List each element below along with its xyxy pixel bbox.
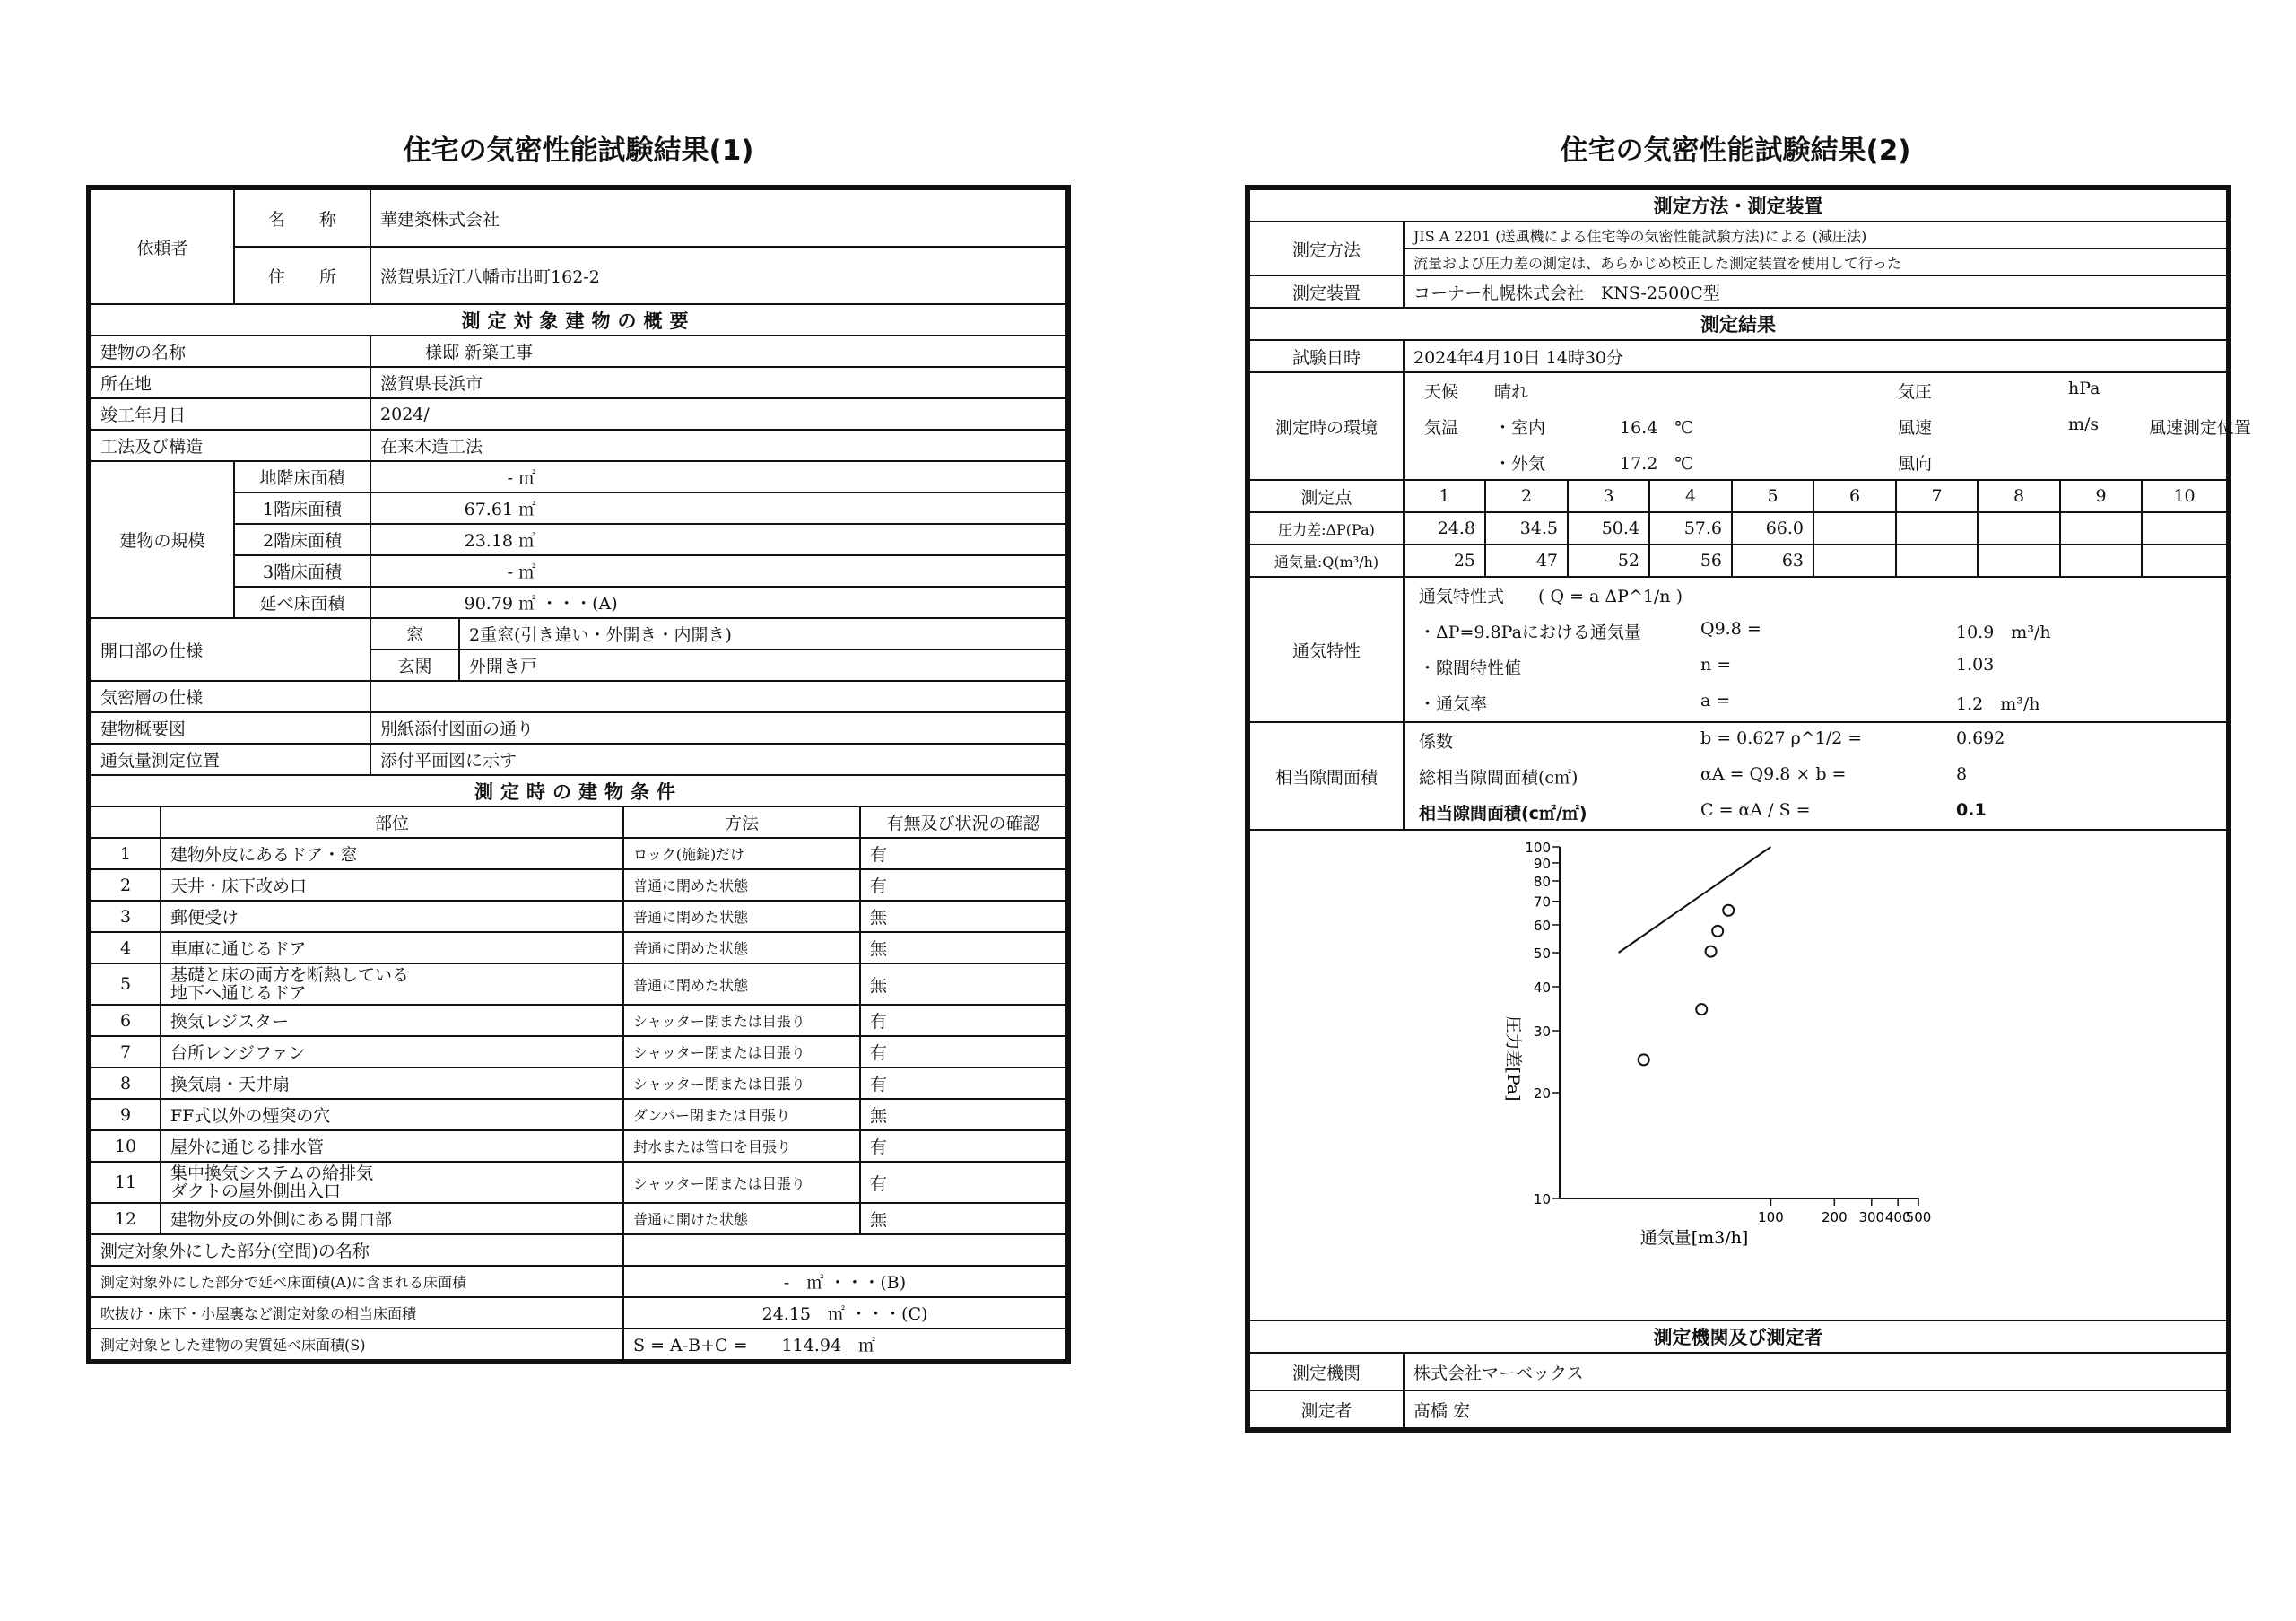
y-tick-label: 100: [1525, 840, 1551, 856]
condition-check: 無: [860, 901, 1066, 932]
outline-drawing-label: 建物概要図: [91, 712, 370, 744]
client-name-label: 名 称: [234, 189, 370, 247]
condition-part: 台所レンジファン: [161, 1036, 623, 1068]
client-label: 依頼者: [91, 189, 234, 304]
pressure-flow-chart: [1250, 831, 2224, 1320]
measure-point: 8: [1978, 480, 2060, 512]
condition-row: [91, 869, 1066, 901]
location-label: 所在地: [91, 367, 370, 398]
gap-row-symbol: αA = Q9.8 × b =: [1700, 764, 1847, 784]
condition-no: 4: [91, 932, 161, 963]
condition-no: 7: [91, 1036, 161, 1068]
dp-label: 圧力差:ΔP(Pa): [1249, 512, 1404, 545]
condition-check: 無: [860, 963, 1066, 1005]
floor-area-unit: ㎡: [518, 531, 536, 551]
method-header: 測定方法・測定装置: [1249, 189, 2227, 222]
weather-label: 天候: [1424, 382, 1459, 402]
date-value: 2024年4月10日 14時30分: [1404, 340, 2227, 372]
airtight-layer: [370, 681, 1066, 712]
condition-method: 普通に閉めた状態: [623, 901, 860, 932]
condition-row: [91, 963, 1066, 1005]
dp-value: [1896, 512, 1978, 545]
dp-value: [2142, 512, 2227, 545]
vent-row-value: 1.03: [1956, 655, 1995, 675]
outdoor-label: ・外気: [1494, 454, 1546, 474]
condition-no: 5: [91, 963, 161, 1005]
measure-point: 4: [1649, 480, 1732, 512]
vent-row-label: ・ΔP=9.8Paにおける通気量: [1419, 623, 1641, 642]
condition-check: 無: [860, 1203, 1066, 1234]
condition-row: [91, 901, 1066, 932]
col-method: 方法: [623, 806, 860, 838]
condition-method: ダンパー閉または目張り: [623, 1099, 860, 1130]
method-line1: JIS A 2201 (送風機による住宅等の気密性能試験方法)による (減圧法): [1404, 222, 2227, 248]
vent-row-value: 10.9 m³/h: [1956, 623, 2051, 642]
condition-check: 有: [860, 869, 1066, 901]
gap-label: 相当隙間面積: [1249, 722, 1404, 830]
condition-part: FF式以外の煙突の穴: [161, 1099, 623, 1130]
condition-row: [91, 1203, 1066, 1234]
condition-part: 建物外皮にあるドア・窓: [161, 838, 623, 869]
door-label: 玄関: [370, 649, 459, 681]
condition-check: 有: [860, 1068, 1066, 1099]
floor-area-label: 2階床面積: [234, 524, 370, 555]
q-value: 52: [1568, 545, 1649, 577]
condition-check: 無: [860, 1099, 1066, 1130]
y-tick-label: 70: [1533, 893, 1551, 911]
floor-area-unit: ㎡: [518, 500, 536, 519]
opening-label: 開口部の仕様: [91, 618, 370, 681]
condition-row: [91, 838, 1066, 869]
x-tick-label: 200: [1821, 1209, 1848, 1225]
vent-row-label: ・隙間特性値: [1419, 658, 1522, 678]
floor-area-label: 3階床面積: [234, 555, 370, 587]
points-label: 測定点: [1249, 480, 1404, 512]
conditions-header: 測定時の建物条件: [91, 775, 1066, 806]
condition-no: 12: [91, 1203, 161, 1234]
gap-row-label: 総相当隙間面積(c㎡): [1419, 768, 1578, 788]
y-tick-label: 20: [1533, 1085, 1551, 1102]
condition-no: 8: [91, 1068, 161, 1099]
y-tick-label: 50: [1533, 946, 1551, 963]
condition-check: 無: [860, 932, 1066, 963]
temp-label: 気温: [1424, 418, 1459, 438]
dp-value: 50.4: [1568, 512, 1649, 545]
y-axis-label: 圧力差[Pa]: [1503, 1015, 1523, 1102]
completion-date-label: 竣工年月日: [91, 398, 370, 430]
condition-part: 車庫に通じるドア: [161, 932, 623, 963]
q-value: 63: [1732, 545, 1813, 577]
construction-label: 工法及び構造: [91, 430, 370, 461]
client-address: 滋賀県近江八幡市出町162-2: [370, 247, 1066, 304]
data-point: [1723, 905, 1734, 916]
floor-area-unit: ㎡: [518, 594, 536, 614]
data-point: [1706, 946, 1717, 957]
dp-value: 34.5: [1485, 512, 1568, 545]
floor-area-value: 90.79: [464, 594, 514, 614]
condition-check: 有: [860, 838, 1066, 869]
q-value: [1813, 545, 1896, 577]
org-label: 測定機関: [1249, 1353, 1404, 1390]
y-tick-label: 40: [1533, 979, 1551, 996]
data-point: [1712, 926, 1723, 937]
floor-area-value: 67.61: [464, 500, 514, 519]
condition-row: [91, 1005, 1066, 1036]
col-part: 部位: [161, 806, 623, 838]
fit-line: [1619, 847, 1771, 953]
condition-check: 有: [860, 1036, 1066, 1068]
measure-point: 7: [1896, 480, 1978, 512]
condition-no: 6: [91, 1005, 161, 1036]
gap-row-label: 相当隙間面積(c㎡/㎡): [1419, 804, 1587, 824]
person-value: 髙橋 宏: [1404, 1390, 2227, 1428]
measure-point: 9: [2060, 480, 2142, 512]
x-axis-label: 通気量[m3/h]: [1639, 1228, 1749, 1248]
measure-point: 3: [1568, 480, 1649, 512]
excluded-area-value: - ㎡ ・・・(B): [623, 1266, 1066, 1297]
q-value: 56: [1649, 545, 1732, 577]
gap-row-symbol: b = 0.627 ρ^1/2 =: [1700, 728, 1863, 748]
x-tick-label: 300: [1858, 1209, 1885, 1225]
gap-row-value: 0.692: [1956, 728, 2005, 748]
condition-part: 基礎と床の両方を断熱している 地下へ通じるドア: [161, 963, 623, 1005]
building-scale-label: 建物の規模: [91, 461, 234, 618]
measure-point: 6: [1813, 480, 1896, 512]
col-check: 有無及び状況の確認: [860, 806, 1066, 838]
measure-position: 添付平面図に示す: [370, 744, 1066, 775]
condition-method: 普通に開けた状態: [623, 1203, 860, 1234]
condition-row: [91, 932, 1066, 963]
right-page-title: 住宅の気密性能試験結果(2): [1560, 135, 1911, 167]
vent-row-label: ・通気率: [1419, 694, 1488, 714]
data-point: [1696, 1004, 1707, 1015]
device-label: 測定装置: [1249, 275, 1404, 308]
location: 滋賀県長浜市: [370, 367, 1066, 398]
overview-header: 測定対象建物の概要: [91, 304, 1066, 336]
vent-row-symbol: Q9.8 =: [1700, 619, 1761, 639]
condition-part: 屋外に通じる排水管: [161, 1130, 623, 1162]
condition-method: 普通に閉めた状態: [623, 963, 860, 1005]
wind-direction-label: 風向: [1898, 454, 1933, 474]
wind-label: 風速: [1898, 418, 1933, 438]
method-line2: 流量および圧力差の測定は、あらかじめ校正した測定装置を使用して行った: [1404, 248, 2227, 275]
q-value: 47: [1485, 545, 1568, 577]
condition-method: 普通に閉めた状態: [623, 932, 860, 963]
floor-area-value: -: [507, 562, 514, 582]
door-value: 外開き戸: [459, 649, 1066, 681]
building-name-label: 建物の名称: [91, 336, 370, 367]
gap-row-symbol: C = αA / S =: [1700, 800, 1811, 820]
person-label: 測定者: [1249, 1390, 1404, 1428]
measure-point: 1: [1404, 480, 1485, 512]
x-tick-label: 400: [1884, 1209, 1911, 1225]
q-value: [2142, 545, 2227, 577]
org-header: 測定機関及び測定者: [1249, 1320, 2227, 1353]
indoor-value: 16.4 ℃: [1620, 418, 1694, 438]
org-value: 株式会社マーベックス: [1404, 1353, 2227, 1390]
floor-area-label: 延べ床面積: [234, 587, 370, 618]
condition-method: シャッター閉または目張り: [623, 1036, 860, 1068]
q-label: 通気量:Q(m³/h): [1249, 545, 1404, 577]
measure-point: 10: [2142, 480, 2227, 512]
floor-area-value: -: [507, 468, 514, 488]
actual-area-value: S = A-B+C = 114.94 ㎡: [623, 1329, 1066, 1360]
outdoor-value: 17.2 ℃: [1620, 454, 1694, 474]
wind-position-label: 風速測定位置: [2149, 418, 2252, 438]
condition-part: 建物外皮の外側にある開口部: [161, 1203, 623, 1234]
left-form-table: [90, 188, 1067, 1361]
dp-value: [2060, 512, 2142, 545]
condition-part: 集中換気システムの給排気 ダクトの屋外側出入口: [161, 1162, 623, 1203]
weather-value: 晴れ: [1494, 382, 1529, 402]
vent-formula: 通気特性式 ( Q = a ΔP^1/n ): [1419, 587, 1683, 606]
window-value: 2重窓(引き違い・外開き・内開き): [459, 618, 1066, 649]
outline-drawing: 別紙添付図面の通り: [370, 712, 1066, 744]
y-tick-label: 30: [1533, 1023, 1551, 1040]
condition-check: 有: [860, 1162, 1066, 1203]
dp-value: [1813, 512, 1896, 545]
floor-area-unit: ㎡: [518, 562, 536, 582]
condition-part: 換気レジスター: [161, 1005, 623, 1036]
condition-method: ロック(施錠)だけ: [623, 838, 860, 869]
floor-area-value: 23.18: [464, 531, 514, 551]
dp-value: 66.0: [1732, 512, 1813, 545]
device-value: コーナー札幌株式会社 KNS-2500C型: [1404, 275, 2227, 308]
q-value: [1978, 545, 2060, 577]
airtight-layer-label: 気密層の仕様: [91, 681, 370, 712]
q-value: [2060, 545, 2142, 577]
q-value: 25: [1404, 545, 1485, 577]
x-tick-label: 500: [1905, 1209, 1932, 1225]
y-tick-label: 80: [1533, 873, 1551, 890]
dp-value: 24.8: [1404, 512, 1485, 545]
condition-method: 封水または管口を目張り: [623, 1130, 860, 1162]
gap-row-label: 係数: [1419, 732, 1454, 752]
measure-position-label: 通気量測定位置: [91, 744, 370, 775]
condition-part: 天井・床下改め口: [161, 869, 623, 901]
condition-check: 有: [860, 1005, 1066, 1036]
completion-date: 2024/: [370, 398, 1066, 430]
excluded-name-label: 測定対象外にした部分(空間)の名称: [91, 1234, 623, 1266]
condition-no: 10: [91, 1130, 161, 1162]
condition-method: シャッター閉または目張り: [623, 1005, 860, 1036]
data-point: [1639, 1054, 1649, 1065]
vent-row-symbol: a =: [1700, 691, 1731, 710]
gap-row-value: 8: [1956, 764, 1968, 784]
construction: 在来木造工法: [370, 430, 1066, 461]
chart-cell: [1249, 830, 2227, 1320]
vent-row-value: 1.2 m³/h: [1956, 694, 2040, 714]
window-label: 窓: [370, 618, 459, 649]
right-form-table: [1248, 188, 2252, 1429]
gap-row-value: 0.1: [1956, 800, 1987, 820]
condition-no: 11: [91, 1162, 161, 1203]
result-header: 測定結果: [1249, 308, 2227, 340]
floor-area-note: ・・・(A): [541, 594, 618, 614]
condition-method: 普通に閉めた状態: [623, 869, 860, 901]
atrium-value: 24.15 ㎡ ・・・(C): [623, 1297, 1066, 1329]
env-label: 測定時の環境: [1249, 372, 1404, 480]
wind-unit: m/s: [2068, 414, 2100, 434]
condition-no: 3: [91, 901, 161, 932]
y-tick-label: 90: [1533, 855, 1551, 872]
condition-part: 郵便受け: [161, 901, 623, 932]
atrium-label: 吹抜け・床下・小屋裏など測定対象の相当床面積: [91, 1297, 623, 1329]
condition-row: [91, 1162, 1066, 1203]
excluded-area-label: 測定対象外にした部分で延べ床面積(A)に含まれる床面積: [91, 1266, 623, 1297]
method-label: 測定方法: [1249, 222, 1404, 275]
vent-row-symbol: n =: [1700, 655, 1732, 675]
client-address-label: 住 所: [234, 247, 370, 304]
condition-check: 有: [860, 1130, 1066, 1162]
floor-area-label: 地階床面積: [234, 461, 370, 492]
building-name: 様邸 新築工事: [370, 336, 1066, 367]
actual-area-label: 測定対象とした建物の実質延べ床面積(S): [91, 1329, 623, 1360]
condition-part: 換気扇・天井扇: [161, 1068, 623, 1099]
condition-row: [91, 1130, 1066, 1162]
floor-area-label: 1階床面積: [234, 492, 370, 524]
date-label: 試験日時: [1249, 340, 1404, 372]
indoor-label: ・室内: [1494, 418, 1546, 438]
left-page-title: 住宅の気密性能試験結果(1): [403, 135, 754, 167]
floor-area-unit: ㎡: [518, 468, 536, 488]
dp-value: [1978, 512, 2060, 545]
condition-no: 2: [91, 869, 161, 901]
q-value: [1896, 545, 1978, 577]
y-tick-label: 60: [1533, 917, 1551, 934]
vent-label: 通気特性: [1249, 577, 1404, 722]
excluded-name-value: [623, 1234, 1066, 1266]
pressure-unit: hPa: [2068, 379, 2100, 398]
y-tick-label: 10: [1533, 1191, 1551, 1207]
condition-row: [91, 1068, 1066, 1099]
measure-point: 2: [1485, 480, 1568, 512]
condition-row: [91, 1099, 1066, 1130]
condition-no: 1: [91, 838, 161, 869]
measure-point: 5: [1732, 480, 1813, 512]
condition-method: シャッター閉または目張り: [623, 1162, 860, 1203]
pressure-label: 気圧: [1898, 382, 1933, 402]
condition-row: [91, 1036, 1066, 1068]
condition-method: シャッター閉または目張り: [623, 1068, 860, 1099]
client-name: 華建築株式会社: [370, 189, 1066, 247]
condition-no: 9: [91, 1099, 161, 1130]
dp-value: 57.6: [1649, 512, 1732, 545]
x-tick-label: 100: [1758, 1209, 1784, 1225]
